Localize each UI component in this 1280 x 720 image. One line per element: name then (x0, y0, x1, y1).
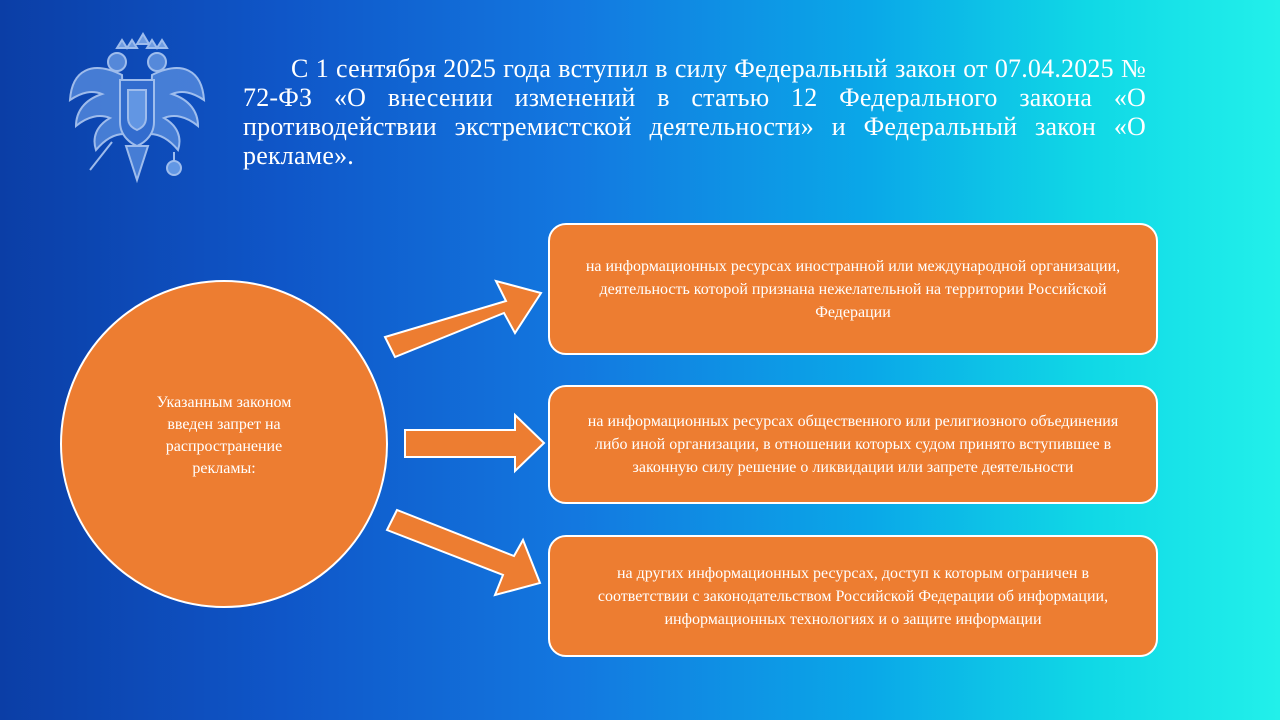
restriction-box-3-text: на других информационных ресурсах, доступ к которым ограничен в соответствии с законодательством Российской Федерации об информации, информационных технологиях и о защите информации (597, 564, 1109, 628)
arrow-right (405, 415, 544, 471)
restriction-box-3 (548, 535, 1158, 657)
restriction-box-1 (548, 223, 1158, 355)
arrow-up-right (385, 281, 541, 357)
restriction-box-2-text: на информационных ресурсах общественного или религиозного объединения либо иной организации, в отношении которых судом принято вступившее в законную силу решение о ликвидации или запрете деятельности (587, 413, 1119, 476)
restriction-box-2 (548, 385, 1158, 504)
arrow-down-right (387, 510, 540, 595)
center-circle-text: Указанным законом введен запрет на распространение рекламы: (156, 394, 292, 477)
intro-paragraph: С 1 сентября 2025 года вступил в силу Федеральный закон от 07.04.2025 № 72-ФЗ «О внесении изменений в статью 12 Федерального закона «О противодействии экстремистской деятельности» и Федеральный закон «О рекламе». (243, 54, 1146, 170)
restriction-box-1-text: на информационных ресурсах иностранной или международной организации, деятельность которой признана нежелательной на территории Российской Федерации (585, 257, 1121, 321)
